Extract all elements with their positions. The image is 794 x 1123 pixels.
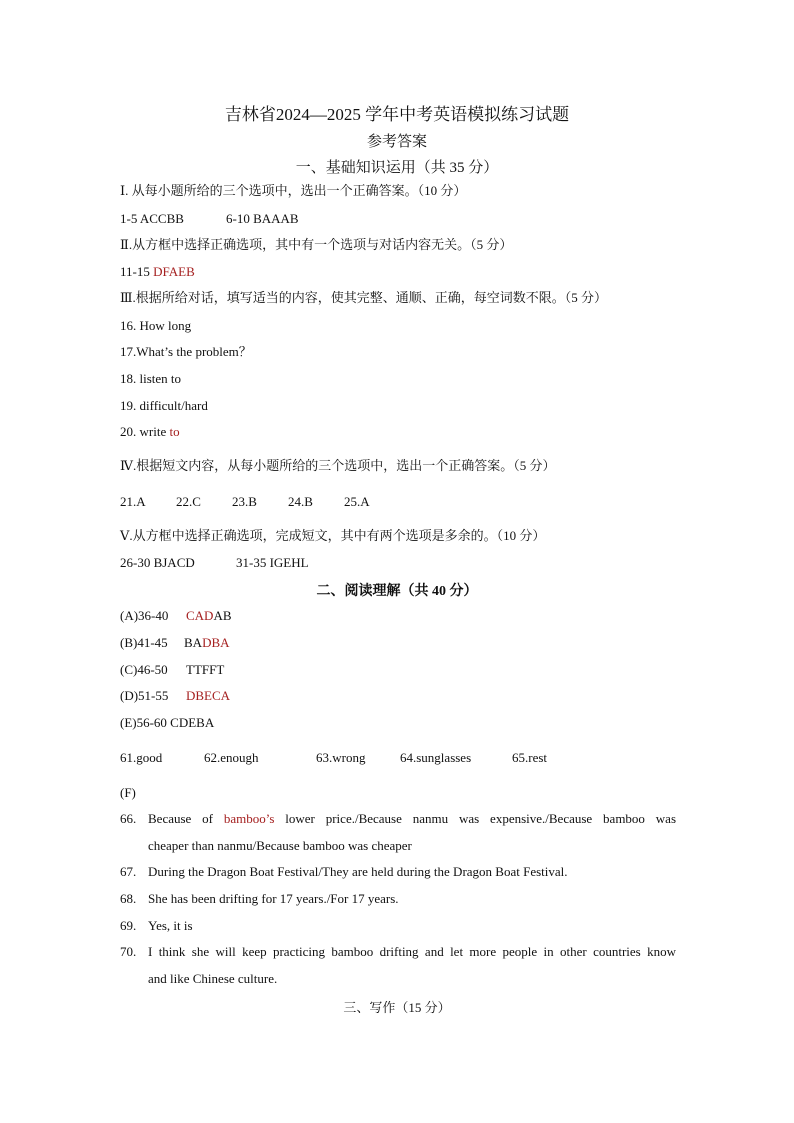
part2-answers bbox=[120, 264, 195, 280]
q66-answer-line1 bbox=[148, 811, 676, 827]
answer-19: 19. difficult/hard bbox=[120, 398, 208, 413]
q66-highlight: bamboo’s bbox=[223, 811, 275, 826]
reading-b-highlight: DBA bbox=[202, 635, 230, 650]
reading-c-answers: TTFFT bbox=[186, 662, 225, 677]
part4-instruction: Ⅳ.根据短文内容，从每小题所给的三个选项中，选出一个正确答案。（5 分） bbox=[120, 458, 556, 473]
part5-answers-26-30: 26-30 BJACD bbox=[120, 555, 195, 570]
part3-instruction: Ⅲ.根据所给对话，填写适当的内容，使其完整、通顺、正确，每空词数不限。（5 分） bbox=[120, 290, 608, 305]
answer-22: 22.C bbox=[176, 494, 201, 509]
q67-number: 67. bbox=[120, 864, 137, 879]
part2-answer-highlight: DFAEB bbox=[153, 264, 195, 279]
q66-number: 66. bbox=[120, 811, 137, 826]
reading-a-answers bbox=[186, 608, 232, 624]
q66-answer-line2: cheaper than nanmu/Because bamboo was cheaper bbox=[148, 838, 412, 853]
answer-25: 25.A bbox=[344, 494, 370, 509]
q66-rest: lower price./Because nanmu was expensive./Because bamboo was bbox=[274, 811, 677, 826]
reading-d-answers: DBECA bbox=[186, 688, 231, 703]
reading-a-highlight: CAD bbox=[186, 608, 214, 623]
answer-16: 16. How long bbox=[120, 318, 192, 333]
part1-answers-1-5: 1-5 ACCBB bbox=[120, 211, 184, 226]
part2-range: 11-15 bbox=[120, 264, 154, 279]
reading-b-label: (B)41-45 bbox=[120, 635, 168, 650]
answer-24: 24.B bbox=[288, 494, 313, 509]
q70-answer-line2: and like Chinese culture. bbox=[148, 971, 278, 986]
reading-b-answers bbox=[184, 635, 230, 651]
section3-heading: 三、写作（15 分） bbox=[343, 1000, 451, 1015]
answer-17: 17.What’s the problem？ bbox=[120, 344, 252, 359]
word-62: 62.enough bbox=[204, 750, 259, 765]
reading-f-label: (F) bbox=[120, 785, 136, 800]
reading-a-label: (A)36-40 bbox=[120, 608, 169, 623]
reading-b-start: BA bbox=[184, 635, 203, 650]
document-subtitle: 参考答案 bbox=[366, 134, 427, 150]
reading-d-label: (D)51-55 bbox=[120, 688, 169, 703]
answer-20-main: 20. write bbox=[120, 424, 170, 439]
answer-18: 18. listen to bbox=[120, 371, 182, 386]
word-65: 65.rest bbox=[512, 750, 548, 765]
section2-heading: 二、阅读理解（共 40 分） bbox=[316, 584, 478, 599]
answer-20 bbox=[120, 424, 180, 440]
part2-instruction: Ⅱ.从方框中选择正确选项，其中有一个选项与对话内容无关。（5 分） bbox=[120, 237, 513, 252]
reading-c-label: (C)46-50 bbox=[120, 662, 168, 677]
document-title: 吉林省2024—2025 学年中考英语模拟练习试题 bbox=[224, 105, 570, 124]
q68-number: 68. bbox=[120, 891, 137, 906]
reading-a-rest: AB bbox=[213, 608, 232, 623]
q70-answer-line1: I think she will keep practicing bamboo drifting and let more people in other countries know bbox=[148, 944, 676, 959]
q70-number: 70. bbox=[120, 944, 137, 959]
q68-answer: She has been drifting for 17 years./For 17 years. bbox=[148, 891, 399, 906]
q69-number: 69. bbox=[120, 918, 137, 933]
q69-answer: Yes, it is bbox=[148, 918, 193, 933]
answer-20-highlight: to bbox=[169, 424, 180, 439]
answer-21: 21.A bbox=[120, 494, 146, 509]
word-61: 61.good bbox=[120, 750, 163, 765]
section1-heading: 一、基础知识运用（共 35 分） bbox=[295, 160, 499, 176]
answer-23: 23.B bbox=[232, 494, 257, 509]
word-64: 64.sunglasses bbox=[400, 750, 472, 765]
part1-answers-6-10: 6-10 BAAAB bbox=[226, 211, 299, 226]
q66-prefix: Because of bbox=[148, 811, 224, 826]
part1-instruction: Ⅰ. 从每小题所给的三个选项中，选出一个正确答案。（10 分） bbox=[120, 183, 467, 198]
word-63: 63.wrong bbox=[316, 750, 366, 765]
part5-instruction: Ⅴ.从方框中选择正确选项，完成短文，其中有两个选项是多余的。（10 分） bbox=[120, 528, 546, 543]
reading-e-answers: (E)56-60 CDEBA bbox=[120, 715, 215, 730]
part5-answers-31-35: 31-35 IGEHL bbox=[236, 555, 309, 570]
q67-answer: During the Dragon Boat Festival/They are held during the Dragon Boat Festival. bbox=[148, 864, 568, 879]
